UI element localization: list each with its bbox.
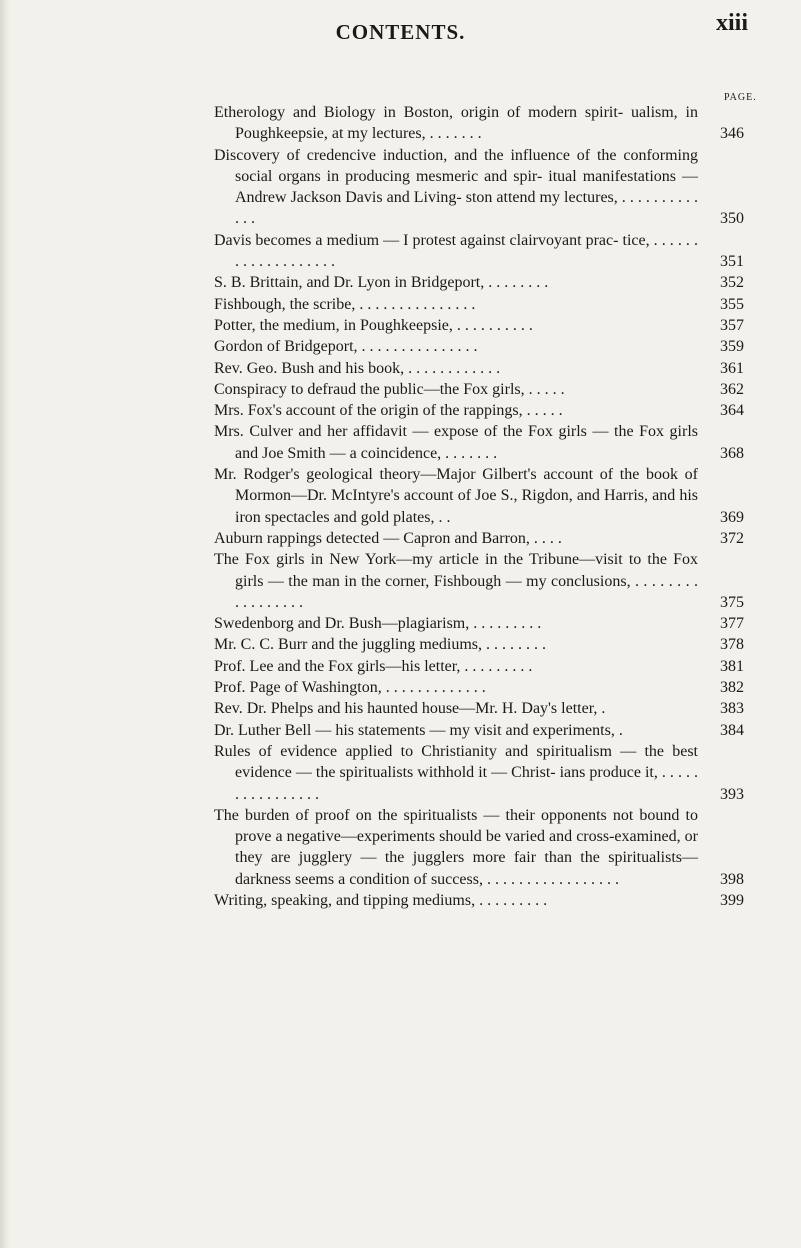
toc-entry	[214, 379, 744, 400]
toc-entry	[214, 890, 744, 911]
toc-entry-text: Swedenborg and Dr. Bush—plagiarism, . . . . . . . . .	[214, 615, 542, 633]
table-of-contents	[214, 102, 744, 911]
toc-entry-page: 384	[720, 721, 744, 739]
toc-entry-text: S. B. Brittain, and Dr. Lyon in Bridgeport, . . . . . . . .	[214, 274, 549, 292]
toc-entry	[214, 294, 744, 315]
toc-entry	[214, 549, 744, 613]
toc-entry-text: Auburn rappings detected — Capron and Barron, . . . .	[214, 529, 562, 547]
toc-entry-page: 355	[720, 295, 744, 313]
toc-entry-page: 393	[720, 785, 744, 803]
toc-entry	[214, 315, 744, 336]
toc-entry-text: Fishbough, the scribe, . . . . . . . . . . . . . . .	[214, 295, 476, 313]
toc-entry-text: Mr. Rodger's geological theory—Major Gilbert's account of the book of Mormon—Dr. McIntyre's account of Joe S., Rigdon, and Harris, and his iron spectacles and gold plates, . .	[214, 466, 698, 526]
page-binding-edge	[0, 0, 10, 1248]
toc-entry-text: Rev. Dr. Phelps and his haunted house—Mr. H. Day's letter, .	[214, 700, 606, 718]
toc-entry	[214, 528, 744, 549]
toc-entry-page: 368	[720, 444, 744, 462]
toc-entry-page: 399	[720, 891, 744, 909]
toc-entry-page: 372	[720, 529, 744, 547]
toc-entry-page: 362	[720, 380, 744, 398]
toc-entry-page: 351	[720, 253, 744, 271]
toc-entry	[214, 400, 744, 421]
toc-entry	[214, 656, 744, 677]
toc-entry-page: 361	[720, 359, 744, 377]
toc-entry-text: Writing, speaking, and tipping mediums, . . . . . . . . .	[214, 891, 548, 909]
toc-entry-page: 382	[720, 679, 744, 697]
toc-entry-text: Rev. Geo. Bush and his book, . . . . . . . . . . . .	[214, 359, 501, 377]
toc-entry-page: 350	[720, 210, 744, 228]
toc-entry-page: 352	[720, 274, 744, 292]
toc-entry	[214, 421, 744, 464]
toc-entry-text: The burden of proof on the spiritualists — their opponents not bound to prove a negative—experiments should be varied and cross-examined, or they are jugglery — the jugglers more fair than the spiritualists—darkness seems a condition of success, . . . . . . . . . . . . . . . . .	[214, 806, 698, 888]
toc-entry-text: Gordon of Bridgeport, . . . . . . . . . . . . . . .	[214, 338, 478, 356]
toc-entry	[214, 677, 744, 698]
toc-entry	[214, 698, 744, 719]
toc-entry-text: Etherology and Biology in Boston, origin of modern spirit- ualism, in Poughkeepsie, at my lectures, . . . . . . .	[214, 104, 698, 143]
running-header	[0, 6, 801, 46]
page-column-label: PAGE.	[724, 92, 757, 103]
toc-entry-text: Discovery of credencive induction, and the influence of the conforming social organs in producing mesmeric and spir- itual manifestations — Andrew Jackson Davis and Living- ston attend my lectures, . . . . . . . . . . . . .	[214, 146, 698, 228]
toc-entry-page: 357	[720, 316, 744, 334]
toc-entry	[214, 741, 744, 805]
toc-entry	[214, 464, 744, 528]
toc-entry	[214, 336, 744, 357]
toc-entry-text: Rules of evidence applied to Christianity and spiritualism — the best evidence — the spiritualists withhold it — Christ- ians produce it, . . . . . . . . . . . . . . . .	[214, 742, 698, 803]
toc-entry-page: 346	[720, 125, 744, 143]
toc-entry	[214, 805, 744, 890]
toc-entry-text: The Fox girls in New York—my article in the Tribune—visit to the Fox girls — the man in the corner, Fishbough — my conclusions, . . . . . . . . . . . . . . . . .	[214, 551, 698, 611]
toc-entry-text: Prof. Page of Washington, . . . . . . . . . . . . .	[214, 679, 486, 697]
toc-entry-page: 378	[720, 636, 744, 654]
toc-entry	[214, 102, 744, 145]
page-number: xiii	[716, 10, 749, 36]
toc-entry-text: Mr. C. C. Burr and the juggling mediums, . . . . . . . .	[214, 636, 546, 654]
toc-entry-text: Conspiracy to defraud the public—the Fox girls, . . . . .	[214, 380, 565, 398]
toc-entry	[214, 272, 744, 293]
toc-entry-text: Potter, the medium, in Poughkeepsie, . . . . . . . . . .	[214, 316, 533, 334]
toc-entry-page: 369	[720, 508, 744, 526]
toc-entry	[214, 720, 744, 741]
toc-entry-page: 359	[720, 338, 744, 356]
toc-entry	[214, 634, 744, 655]
toc-entry-text: Mrs. Fox's account of the origin of the rappings, . . . . .	[214, 402, 563, 420]
toc-entry	[214, 358, 744, 379]
toc-entry-page: 377	[720, 615, 744, 633]
toc-entry-text: Prof. Lee and the Fox girls—his letter, . . . . . . . . .	[214, 657, 533, 675]
toc-entry-page: 381	[720, 657, 744, 675]
toc-entry-page: 398	[720, 870, 744, 888]
toc-entry-text: Mrs. Culver and her affidavit — expose of the Fox girls — the Fox girls and Joe Smith — a coincidence, . . . . . . .	[214, 423, 698, 462]
toc-entry	[214, 145, 744, 230]
toc-entry-text: Davis becomes a medium — I protest against clairvoyant prac- tice, . . . . . . . . . . . . . . . . . . .	[214, 231, 698, 271]
toc-entry-page: 383	[720, 700, 744, 718]
toc-entry	[214, 613, 744, 634]
toc-entry	[214, 230, 744, 273]
page-title: CONTENTS.	[335, 20, 466, 44]
toc-entry-page: 364	[720, 402, 744, 420]
toc-entry-page: 375	[720, 593, 744, 611]
toc-entry-text: Dr. Luther Bell — his statements — my visit and experiments, .	[214, 721, 623, 739]
